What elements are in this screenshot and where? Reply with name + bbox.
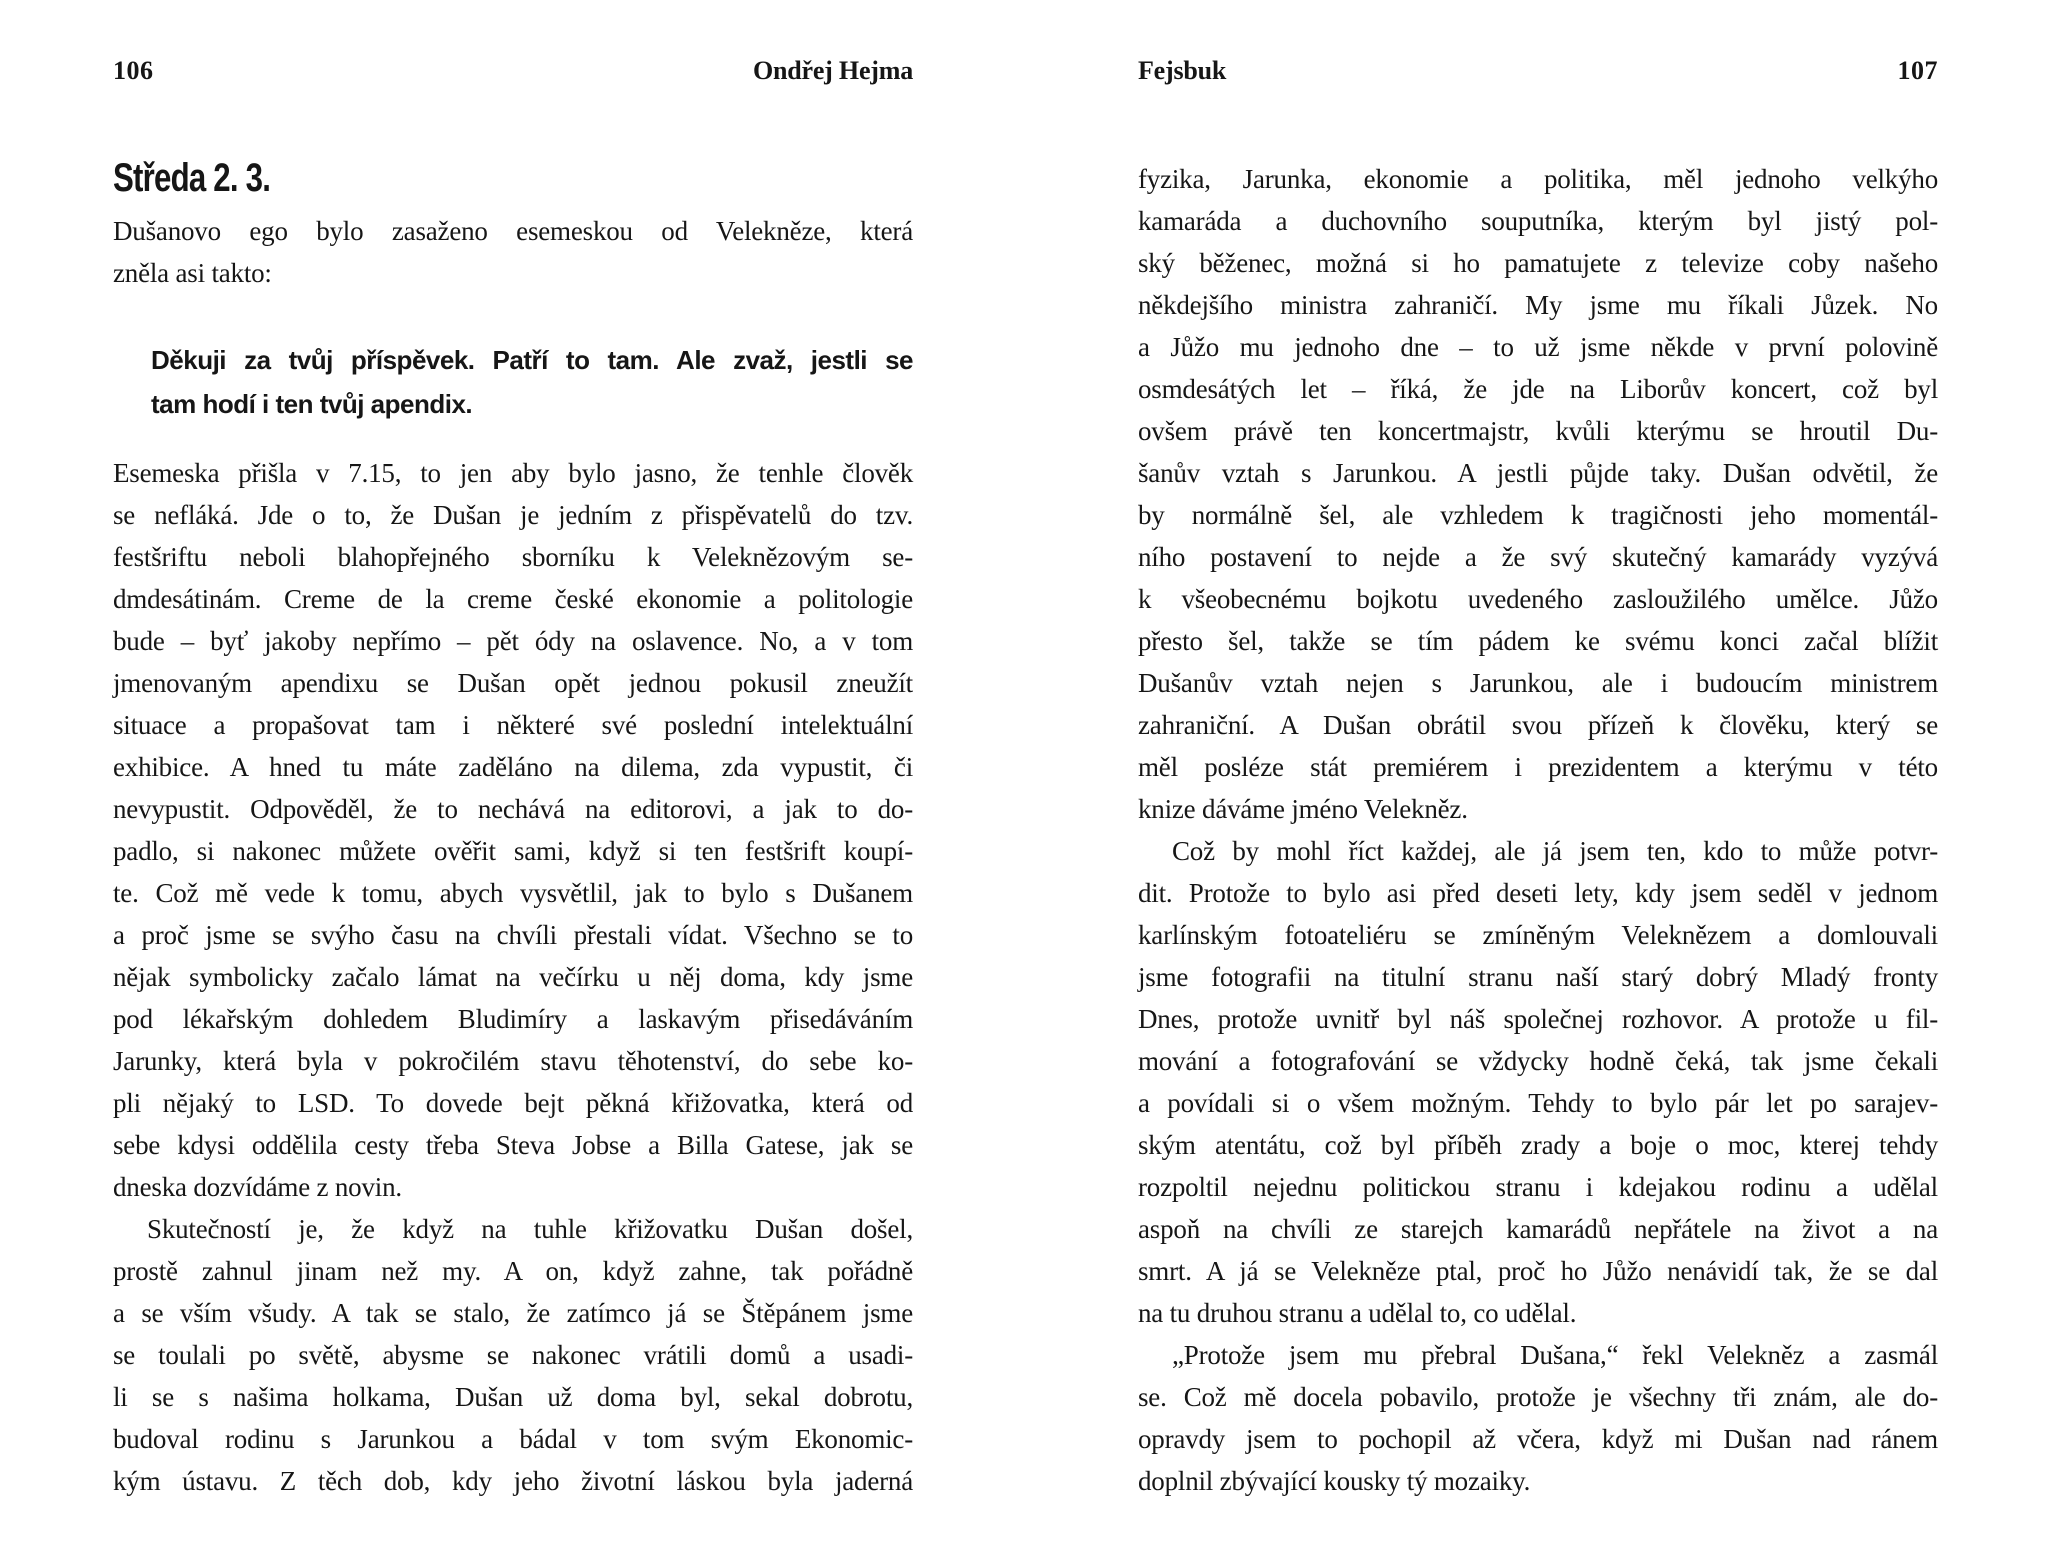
text-line: jmenovaným apendixu se Dušan opět jednou pokusil zneužít [113, 668, 913, 698]
text-line: a se vším všudy. A tak se stalo, že zatímco já se Štěpánem jsme [113, 1298, 913, 1328]
running-head-author: Ondřej Hejma [752, 56, 913, 85]
page-left [113, 0, 913, 1560]
text-line: pli nějaký to LSD. To dovede bejt pěkná křižovatka, která od [113, 1088, 913, 1118]
text-line: zahraniční. A Dušan obrátil svou přízeň k člověku, který se [1138, 710, 1938, 740]
text-line: přesto šel, takže se tím pádem ke svému konci začal blížit [1138, 626, 1938, 656]
text-line: dneska dozvídáme z novin. [113, 1172, 402, 1202]
text-line: bude – byť jakoby nepřímo – pět ódy na oslavence. No, a v tom [113, 626, 913, 656]
text-line: pod lékařským dohledem Bludimíry a laskavým přisedáváním [113, 1004, 913, 1034]
text-line: měl posléze stát premiérem i prezidentem a kterýmu v této [1138, 752, 1938, 782]
text-line: ního postavení to nejde a že svý skutečný kamarády vyzývá [1138, 542, 1938, 572]
text-line: dit. Protože to bylo asi před deseti lety, kdy jsem seděl v jednom [1138, 878, 1938, 908]
text-line: Dušanovo ego bylo zasaženo esemeskou od Velekněze, která [113, 216, 913, 246]
text-line: situace a propašovat tam i některé své poslední intelektuální [113, 710, 913, 740]
text-line: smrt. A já se Velekněze ptal, proč ho Jůžo nenávidí tak, že se dal [1138, 1256, 1938, 1286]
text-line: prostě zahnul jinam než my. A on, když zahne, tak pořádně [113, 1256, 913, 1286]
text-line: kým ústavu. Z těch dob, kdy jeho životní láskou byla jaderná [113, 1466, 913, 1496]
body-paragraph [1138, 1334, 1938, 1502]
text-line: Esemeska přišla v 7.15, to jen aby bylo jasno, že tenhle člověk [113, 458, 913, 488]
text-line: a povídali si o všem možným. Tehdy to bylo pár let po sarajev- [1138, 1088, 1938, 1118]
text-block-left [113, 158, 913, 1502]
body-paragraph [113, 210, 913, 294]
page-right [1138, 0, 1938, 1560]
body-paragraph [113, 452, 913, 1208]
page-number: 107 [1897, 56, 1938, 85]
text-line: a Jůžo mu jednoho dne – to už jsme někde v první polovině [1138, 332, 1938, 362]
text-line: a proč jsme se svýho času na chvíli přestali vídat. Všechno se to [113, 920, 913, 950]
text-line: šanův vztah s Jarunkou. A jestli půjde taky. Dušan odvětil, že [1138, 458, 1938, 488]
text-line: se nefláká. Jde o to, že Dušan je jedním z přispěvatelů do tzv. [113, 500, 913, 530]
text-line: tam hodí i ten tvůj apendix. [151, 389, 473, 419]
text-line: budoval rodinu s Jarunkou a bádal v tom svým Ekonomic- [113, 1424, 913, 1454]
text-line: li se s našima holkama, Dušan už doma byl, sekal dobrotu, [113, 1382, 913, 1412]
text-line: karlínským fotoateliéru se zmíněným Veleknězem a domlouvali [1138, 920, 1938, 950]
entry-heading: Středa 2. 3. [113, 156, 271, 200]
text-line: Dnes, protože uvnitř byl náš společnej rozhovor. A protože u fil- [1138, 1004, 1938, 1034]
text-line: ský běženec, možná si ho pamatujete z televize coby našeho [1138, 248, 1938, 278]
text-line: Dušanův vztah nejen s Jarunkou, ale i budoucím ministrem [1138, 668, 1938, 698]
text-line: zněla asi takto: [113, 258, 272, 288]
text-line: aspoň na chvíli ze starejch kamarádů nepřátele na život a na [1138, 1214, 1938, 1244]
text-line: knize dáváme jméno Velekněz. [1138, 794, 1468, 824]
text-line: někdejšího ministra zahraničí. My jsme mu říkali Jůzek. No [1138, 290, 1938, 320]
text-line: ovšem právě ten koncertmajstr, kvůli kterýmu se hroutil Du- [1138, 416, 1938, 446]
text-line: mování a fotografování se vždycky hodně čeká, tak jsme čekali [1138, 1046, 1938, 1076]
text-line: rozpoltil nejednu politickou stranu i kdejakou rodinu a udělal [1138, 1172, 1938, 1202]
text-line: se. Což mě docela pobavilo, protože je všechny tři znám, ale do- [1138, 1382, 1938, 1412]
page-header-left [113, 56, 913, 86]
body-paragraph [1138, 830, 1938, 1334]
text-line: sebe kdysi oddělila cesty třeba Steva Jobse a Billa Gatese, jak se [113, 1130, 913, 1160]
text-line: dmdesátinám. Creme de la creme české ekonomie a politologie [113, 584, 913, 614]
text-line: opravdy jsem to pochopil až včera, když mi Dušan nad ránem [1138, 1424, 1938, 1454]
text-line: „Protože jsem mu přebral Dušana,“ řekl Velekněz a zasmál [1172, 1340, 1938, 1370]
text-line: padlo, si nakonec můžete ověřit sami, když si ten festšrift koupí- [113, 836, 913, 866]
text-line: te. Což mě vede k tomu, abych vysvětlil, jak to bylo s Dušanem [113, 878, 913, 908]
text-line: nevypustit. Odpověděl, že to nechává na editorovi, a jak to do- [113, 794, 913, 824]
sms-quote-block [151, 338, 913, 426]
text-line: jsme fotografii na titulní stranu naší starý dobrý Mladý fronty [1138, 962, 1938, 992]
body-paragraph [113, 1208, 913, 1502]
text-line: k všeobecnému bojkotu uvedeného zasloužilého umělce. Jůžo [1138, 584, 1938, 614]
text-line: doplnil zbývající kousky tý mozaiky. [1138, 1466, 1531, 1496]
text-line: Skutečností je, že když na tuhle křižovatku Dušan došel, [147, 1214, 913, 1244]
body-paragraph [1138, 158, 1938, 830]
text-line: Což by mohl říct každej, ale já jsem ten, kdo to může potvr- [1172, 836, 1938, 866]
text-line: by normálně šel, ale vzhledem k tragičnosti jeho momentál- [1138, 500, 1938, 530]
text-line: nějak symbolicky začalo lámat na večírku u něj doma, kdy jsme [113, 962, 913, 992]
page-number: 106 [113, 56, 154, 85]
text-line: osmdesátých let – říká, že jde na Liborův koncert, což byl [1138, 374, 1938, 404]
text-line: kamaráda a duchovního souputníka, kterým byl jistý pol- [1138, 206, 1938, 236]
text-line: Jarunky, která byla v pokročilém stavu těhotenství, do sebe ko- [113, 1046, 913, 1076]
text-line: ským atentátu, což byl příběh zrady a boje o moc, kterej tehdy [1138, 1130, 1938, 1160]
text-line: na tu druhou stranu a udělal to, co udělal. [1138, 1298, 1577, 1328]
text-block-right [1138, 158, 1938, 1502]
text-line: fyzika, Jarunka, ekonomie a politika, měl jednoho velkýho [1138, 164, 1938, 194]
running-head-title: Fejsbuk [1138, 56, 1227, 85]
text-line: exhibice. A hned tu máte zaděláno na dilema, zda vypustit, či [113, 752, 913, 782]
text-line: Děkuji za tvůj příspěvek. Patří to tam. Ale zvaž, jestli se [151, 345, 913, 375]
page-header-right [1138, 56, 1938, 86]
text-line: se toulali po světě, abysme se nakonec vrátili domů a usadi- [113, 1340, 913, 1370]
text-line: festšriftu neboli blahopřejného sborníku k Veleknězovým se- [113, 542, 913, 572]
